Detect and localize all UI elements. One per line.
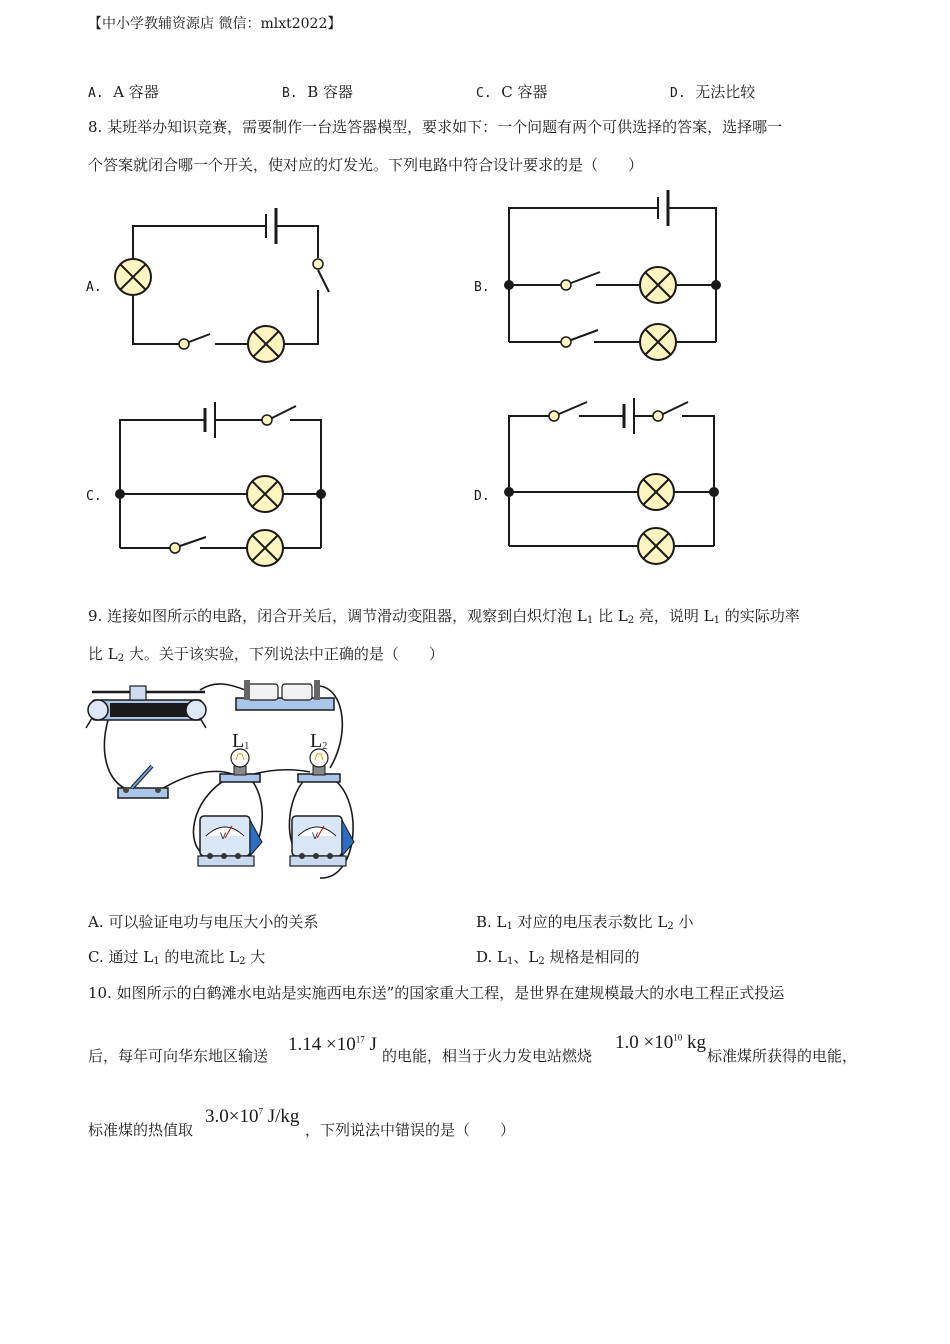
battery-holder-icon xyxy=(236,680,334,710)
q8-text-line2: 个答案就闭合哪一个开关，使对应的灯发光。下列电路中符合设计要求的是（ ） xyxy=(88,156,644,174)
q10-text-line2b: 的电能，相当于火力发电站燃烧 xyxy=(382,1047,593,1065)
formula-coal-mass: $1.0 \times 10^{10}$ kg xyxy=(615,1032,706,1053)
voltmeter-2-icon xyxy=(290,816,354,866)
q7-option-c: C. C 容器 xyxy=(476,83,548,101)
q9-text-line2: 比 $L_2$ 大。关于该实验，下列说法中正确的是（ ） xyxy=(88,645,444,664)
q9-option-d: D. $L_1$、$L_2$ 规格是相同的 xyxy=(476,948,640,967)
q7-option-a: A. A 容器 xyxy=(88,83,159,101)
q10-text-line2a: 后，每年可向华东地区输送 xyxy=(88,1047,269,1065)
voltmeter-1-icon xyxy=(198,816,262,866)
q10-text-line3a: 标准煤的热值取 xyxy=(88,1121,194,1139)
q8-label-b: B. xyxy=(474,280,490,295)
q10-text-line1: 10. 如图所示的白鹤滩水电站是实施西电东送”的国家重大工程，是世界在建规模最大的水电工程正式投运 xyxy=(88,984,785,1002)
q9-text-line1: 9. 连接如图所示的电路，闭合开关后，调节滑动变阻器，观察到白炽灯泡 $L_1$ 比 $L_2$ 亮，说明 $L_1$ 的实际功率 xyxy=(88,607,800,626)
q8-label-d: D. xyxy=(474,489,490,504)
q10-text-line3b: ，下列说法中错误的是（ ） xyxy=(305,1121,516,1139)
q8-label-c: C. xyxy=(86,489,102,504)
bulb-l2-icon xyxy=(298,749,340,782)
q7-option-d: D. 无法比较 xyxy=(670,83,756,101)
formula-heat-value: $3.0\times 10^7$ J/kg xyxy=(205,1106,300,1127)
q10-text-line2c: 标准煤所获得的电能， xyxy=(707,1047,858,1065)
q8-text-line1: 8. 某班举办知识竞赛，需要制作一台选答器模型，要求如下：一个问题有两个可供选择的答案，选择哪一 xyxy=(88,118,783,136)
knife-switch-icon xyxy=(118,766,168,798)
voltmeter-1-letter: V xyxy=(220,831,227,841)
q8-label-a: A. xyxy=(86,280,102,295)
bulb-l1-icon xyxy=(220,749,260,782)
rheostat-icon xyxy=(86,686,206,728)
formula-energy: $1.14 \times 10^{17}$ J xyxy=(288,1034,377,1055)
voltmeter-2-letter: V xyxy=(312,831,319,841)
q9-option-c: C. 通过 $L_1$ 的电流比 $L_2$ 大 xyxy=(88,948,266,967)
q7-option-b: B. B 容器 xyxy=(282,83,353,101)
q9-option-a: A. 可以验证电功与电压大小的关系 xyxy=(88,913,319,931)
header-watermark: 【中小学教辅资源店 微信：mlxt2022】 xyxy=(88,16,342,32)
figure-label-l2: $L_2$ xyxy=(310,730,328,752)
q9-option-b: B. $L_1$ 对应的电压表示数比 $L_2$ 小 xyxy=(476,913,694,932)
figure-label-l1: $L_1$ xyxy=(232,730,250,752)
